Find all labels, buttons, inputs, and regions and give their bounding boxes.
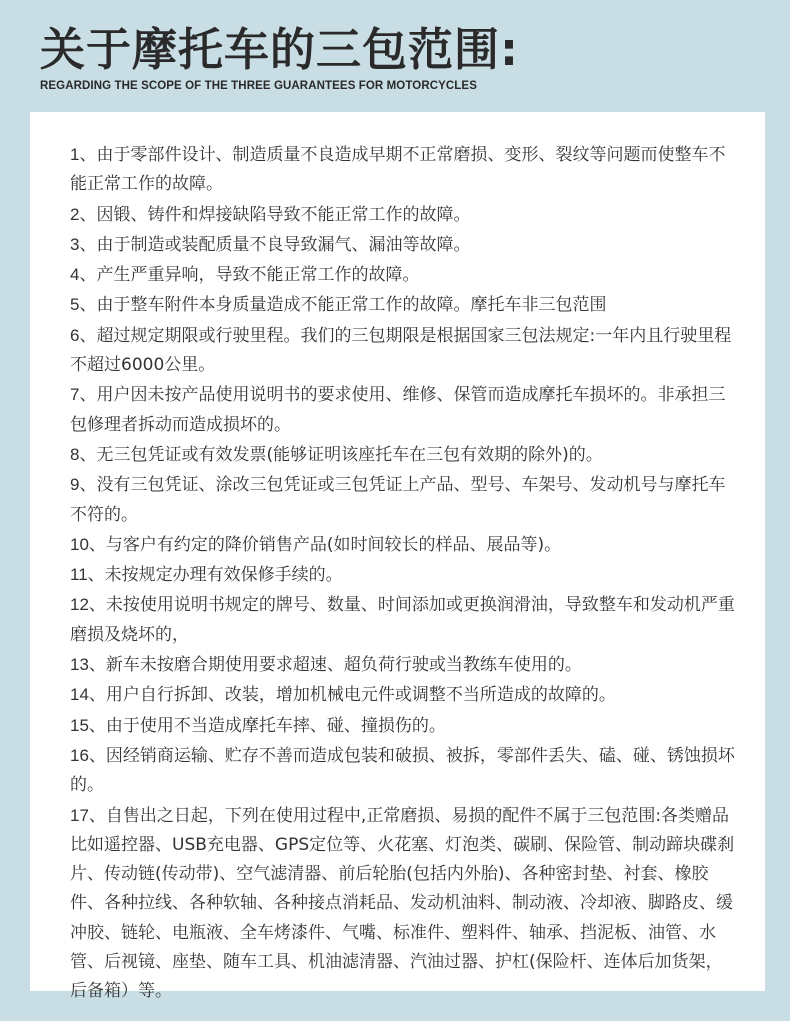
list-item: [70, 801, 736, 1007]
list-item: [70, 140, 736, 200]
page-header: [40, 22, 760, 92]
item-text: 用户自行拆卸、改装，增加机械电元件或调整不当所造成的故障的。: [105, 685, 616, 706]
list-item: [70, 230, 736, 260]
item-text: 用户因未按产品使用说明书的要求使用、维修、保管而造成摩托车损坏的。非承担三包修理者拆动而造成损坏的。: [70, 385, 726, 435]
item-text: 新车未按磨合期使用要求超速、超负荷行驶或当教练车使用的。: [105, 655, 582, 676]
item-text: 与客户有约定的降价销售产品(如时间较长的样品、展品等)。: [105, 534, 562, 555]
item-number: 4、: [70, 265, 97, 285]
item-number: 3、: [70, 234, 97, 254]
item-text: 由于使用不当造成摩托车摔、碰、撞损伤的。: [105, 715, 446, 736]
item-text: 没有三包凭证、涂改三包凭证或三包凭证上产品、型号、车架号、发动机号与摩托车不符的。: [70, 475, 726, 525]
list-item: [70, 711, 736, 741]
list-item: [70, 650, 736, 680]
list-item: [70, 321, 736, 381]
item-text: 产生严重异响，导致不能正常工作的故障。: [96, 265, 420, 286]
item-text: 由于整车附件本身质量造成不能正常工作的故障。摩托车非三包范围: [96, 295, 607, 316]
item-text: 未按规定办理有效保修手续的。: [104, 565, 343, 586]
item-text: 无三包凭证或有效发票(能够证明该座托车在三包有效期的除外)的。: [96, 444, 603, 465]
item-number: 13、: [70, 655, 106, 675]
item-number: 16、: [70, 745, 106, 765]
item-number: 7、: [70, 385, 97, 405]
item-number: 1、: [70, 145, 97, 164]
list-item: [70, 530, 736, 560]
item-text: 自售出之日起，下列在使用过程中,正常磨损、易损的配件不属于三包范围:各类赠品比如遥控器、USB充电器、GPS定位等、火花塞、灯泡类、碳刷、保险管、制动蹄块碟刹片、传动链(传动带)、空气滤清器、前后轮胎(包括内外胎)、各种密封垫、衬套、橡胶件、各种拉线、各种软轴、各种接点消耗品、发动机油料、制动液、冷却液、脚路皮、缓冲胶、链轮、电瓶液、全车烤漆件、气嘴、标准件、塑料件、轴承、挡泥板、油管、水管、后视镜、座垫、随车工具、机油滤清器、汽油过器、护杠(保险杆、连体后加货架，后备箱）等。: [70, 805, 735, 1002]
item-number: 15、: [70, 715, 106, 735]
guarantee-list: [70, 140, 736, 1007]
list-item: [70, 470, 736, 530]
list-item: [70, 380, 736, 440]
list-item: [70, 590, 736, 650]
item-text: 因锻、铸件和焊接缺陷导致不能正常工作的故障。: [96, 204, 471, 225]
item-text: 因经销商运输、贮存不善而造成包装和破损、被拆，零部件丢失、磕、碰、锈蚀损坏的。: [70, 745, 735, 796]
content-card: [30, 112, 765, 1002]
item-number: 2、: [70, 204, 97, 224]
list-item: [70, 260, 736, 290]
item-number: 9、: [70, 475, 97, 495]
list-item: [70, 440, 736, 470]
list-item: [70, 680, 736, 710]
list-item: [70, 560, 736, 590]
item-number: 17、: [70, 805, 106, 825]
list-item: [70, 200, 736, 230]
list-item: [70, 741, 736, 801]
item-number: 5、: [70, 295, 97, 315]
item-text: 由于零部件设计、制造质量不良造成早期不正常磨损、变形、裂纹等问题而使整车不能正常工作的故障。: [70, 145, 726, 195]
list-item: [70, 290, 736, 320]
page-subtitle: REGARDING THE SCOPE OF THE THREE GUARANTEES FOR MOTORCYCLES: [40, 80, 477, 92]
item-number: 10、: [70, 534, 106, 554]
item-number: 6、: [70, 325, 97, 345]
item-number: 8、: [70, 444, 97, 464]
item-text: 超过规定期限或行驶里程。我们的三包期限是根据国家三包法规定:一年内且行驶里程不超过6000公里。: [70, 325, 732, 376]
item-number: 11、: [70, 565, 105, 585]
item-number: 14、: [70, 685, 106, 705]
item-text: 未按使用说明书规定的牌号、数量、时间添加或更换润滑油，导致整车和发动机严重磨损及烧坏的，: [70, 595, 735, 645]
page-title: 关于摩托车的三包范围:: [40, 23, 519, 76]
item-number: 12、: [70, 595, 106, 615]
item-text: 由于制造或装配质量不良导致漏气、漏油等故障。: [96, 234, 471, 255]
